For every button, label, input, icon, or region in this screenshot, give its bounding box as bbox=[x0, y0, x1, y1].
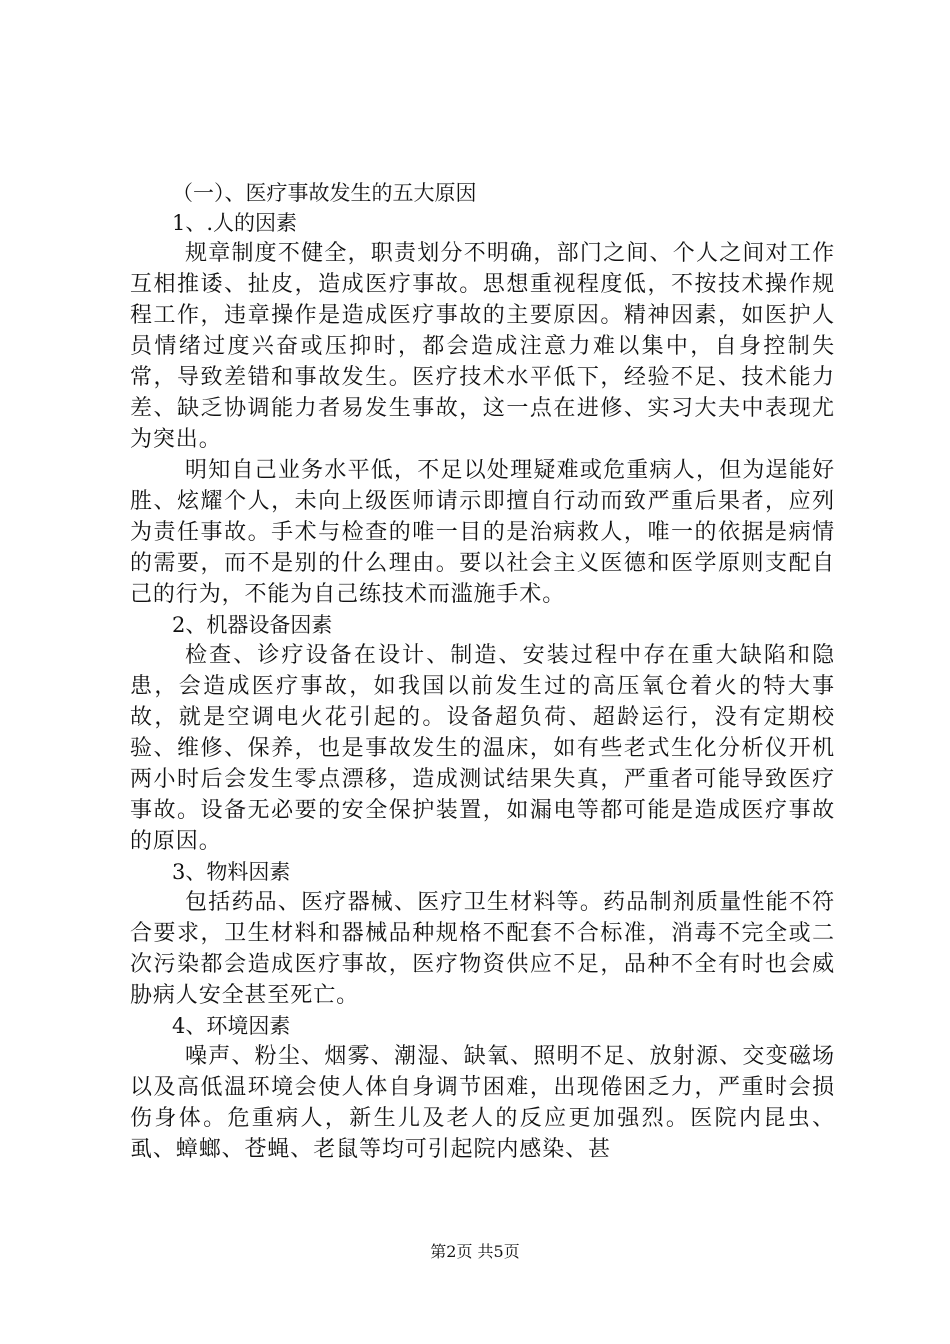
paragraph-equipment-factors: 检查、诊疗设备在设计、制造、安装过程中存在重大缺陷和隐患，会造成医疗事故，如我国以前发生过的高压氧仓着火的特大事故，就是空调电火花引起的。设备超负荷、超龄运行，没有定期校验、维修、保养，也是事故发生的温床，如有些老式生化分析仪开机两小时后会发生零点漂移，造成测试结果失真，严重者可能导致医疗事故。设备无必要的安全保护装置，如漏电等都可能是造成医疗事故的原因。 bbox=[130, 643, 835, 854]
section-title: （一）、医疗事故发生的五大原因 bbox=[172, 181, 477, 205]
subsection-title-equipment-factors: 2、机器设备因素 bbox=[172, 613, 333, 637]
paragraph-material-factors: 包括药品、医疗器械、医疗卫生材料等。药品制剂质量性能不符合要求，卫生材料和器械品种规格不配套不合标准，消毒不完全或二次污染都会造成医疗事故，医疗物资供应不足，品种不全有时也会威胁病人安全甚至死亡。 bbox=[130, 890, 835, 1008]
document-body bbox=[130, 178, 835, 1165]
page-number-footer: 第2页 共5页 bbox=[430, 1242, 520, 1261]
paragraph-environment-factors: 噪声、粉尘、烟雾、潮湿、缺氧、照明不足、放射源、交变磁场以及高低温环境会使人体自身调节困难，出现倦困乏力，严重时会损伤身体。危重病人，新生儿及老人的反应更加强烈。医院内昆虫、虱、蟑螂、苍蝇、老鼠等均可引起院内感染、甚 bbox=[130, 1044, 835, 1162]
subsection-title-material-factors: 3、物料因素 bbox=[172, 860, 291, 884]
subsection-title-human-factors: 1、.人的因素 bbox=[172, 211, 298, 235]
subsection-title-environment-factors: 4、环境因素 bbox=[172, 1014, 291, 1038]
paragraph-human-factors-1: 规章制度不健全，职责划分不明确，部门之间、个人之间对工作互相推诿、扯皮，造成医疗事故。思想重视程度低，不按技术操作规程工作，违章操作是造成医疗事故的主要原因。精神因素，如医护人员情绪过度兴奋或压抑时，都会造成注意力难以集中，自身控制失常，导致差错和事故发生。医疗技术水平低下，经验不足、技术能力差、缺乏协调能力者易发生事故，这一点在进修、实习大夫中表现尤为突出。 bbox=[130, 241, 835, 452]
paragraph-human-factors-2: 明知自己业务水平低，不足以处理疑难或危重病人，但为逞能好胜、炫耀个人，未向上级医师请示即擅自行动而致严重后果者，应列为责任事故。手术与检查的唯一目的是治病救人，唯一的依据是病情的需要，而不是别的什么理由。要以社会主义医德和医学原则支配自己的行为，不能为自己练技术而滥施手术。 bbox=[130, 458, 835, 607]
